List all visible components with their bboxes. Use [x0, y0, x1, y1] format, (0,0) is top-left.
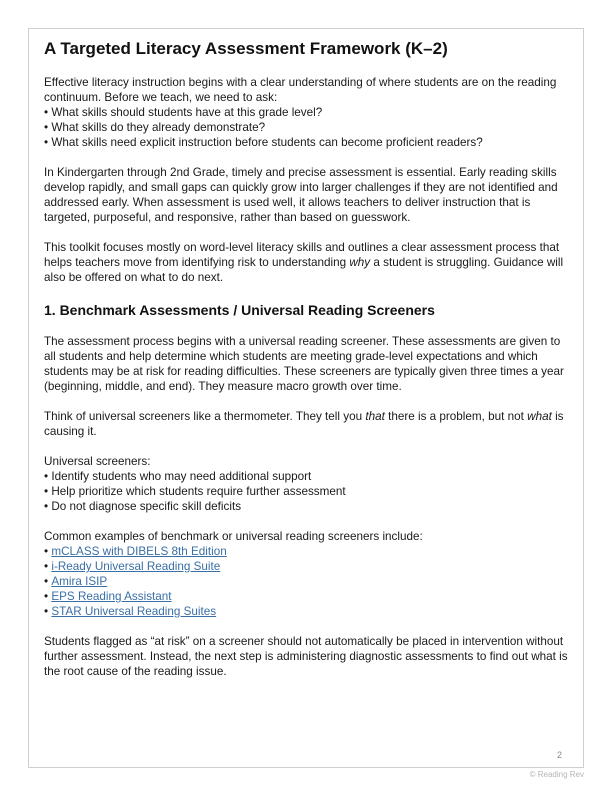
intro-questions-list	[44, 105, 568, 150]
list-item	[44, 559, 568, 574]
emphasis-why: why	[349, 256, 371, 269]
list-item	[44, 544, 568, 559]
list-item	[44, 574, 568, 589]
section-heading: 1. Benchmark Assessments / Universal Reading Screeners	[44, 302, 435, 318]
screeners-label: Universal screeners:	[44, 455, 151, 468]
closing-paragraph: Students flagged as “at risk” on a screener should not automatically be placed in intervention without further assessment. Instead, the next step is administering diagnostic assessments to find out what is the root cause of the reading issue.	[44, 635, 568, 678]
list-item	[44, 604, 568, 619]
examples-list	[44, 544, 568, 619]
intro-paragraph-3: This toolkit focuses mostly on word-level literacy skills and outlines a clear assessment process that helps teachers move from identifying risk to understanding why a student is struggling. Guidance will also be offered on what to do next.	[44, 241, 564, 284]
link-iready[interactable]: i-Ready Universal Reading Suite	[51, 560, 221, 573]
list-item: • Do not diagnose specific skill deficits	[44, 499, 568, 514]
page-title: A Targeted Literacy Assessment Framework (K–2)	[44, 39, 448, 58]
link-amira[interactable]: Amira ISIP	[51, 575, 108, 588]
link-mclass[interactable]: mCLASS with DIBELS 8th Edition	[51, 545, 227, 558]
document-content	[44, 38, 568, 679]
screeners-list	[44, 469, 568, 514]
list-item	[44, 589, 568, 604]
examples-label: Common examples of benchmark or universal reading screeners include:	[44, 530, 423, 543]
section-paragraph-2: Think of universal screeners like a thermometer. They tell you that there is a problem, but not what is causing it.	[44, 410, 564, 438]
emphasis-what: what	[527, 410, 552, 423]
link-eps[interactable]: EPS Reading Assistant	[51, 590, 172, 603]
intro-paragraph-1: Effective literacy instruction begins with a clear understanding of where students are on the reading continuum. Before we teach, we need to ask:	[44, 76, 557, 104]
intro-paragraph-2: In Kindergarten through 2nd Grade, timely and precise assessment is essential. Early reading skills develop rapidly, and small gaps can quickly grow into larger challenges if they are not identified and addressed early. When assessment is used well, it allows teachers to deliver instruction that is targeted, purposeful, and responsive, rather than based on guesswork.	[44, 166, 558, 224]
link-star[interactable]: STAR Universal Reading Suites	[51, 605, 217, 618]
list-item: • What skills do they already demonstrate?	[44, 120, 568, 135]
list-item: • Help prioritize which students require further assessment	[44, 484, 568, 499]
section-paragraph-1: The assessment process begins with a universal reading screener. These assessments are given to all students and help determine which students are meeting grade-level expectations and which students may be at risk for reading difficulties. These screeners are typically given three times a year (beginning, middle, and end). They measure macro growth over time.	[44, 335, 564, 393]
copyright-notice: © Reading Rev	[529, 770, 584, 779]
page-number: 2	[556, 750, 562, 760]
list-item: • What skills should students have at this grade level?	[44, 105, 568, 120]
emphasis-that: that	[365, 410, 385, 423]
list-item: • What skills need explicit instruction before students can become proficient readers?	[44, 135, 568, 150]
list-item: • Identify students who may need additional support	[44, 469, 568, 484]
